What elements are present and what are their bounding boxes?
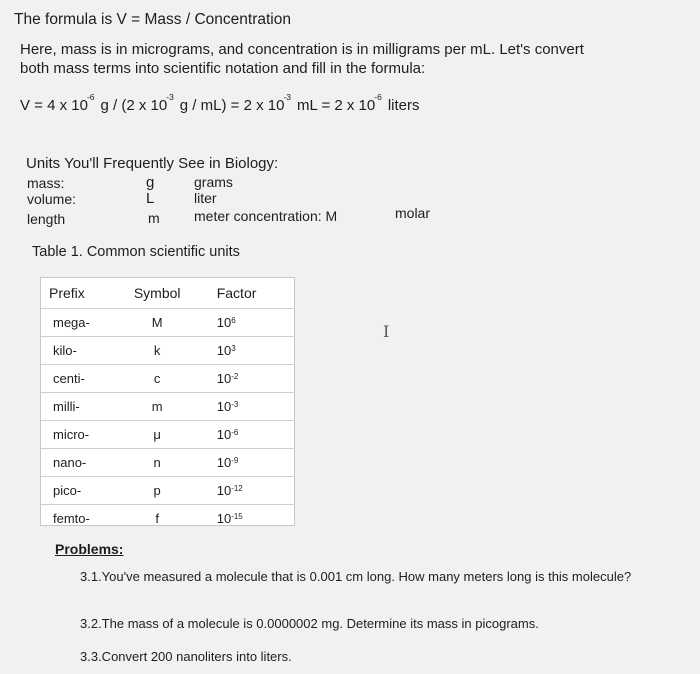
table-row [41,505,294,533]
unit-length-name: meter concentration: M [194,208,338,224]
cell-symbol: μ [120,421,195,449]
factor-exponent: 6 [231,316,236,325]
factor-exponent: -3 [231,400,239,409]
cell-symbol: k [120,337,195,365]
unit-length-label: length [27,211,66,227]
header-prefix: Prefix [49,285,85,301]
text-cursor-icon: I [383,322,390,341]
units-title: Units You'll Frequently See in Biology: [26,155,279,172]
cell-prefix: micro- [41,421,120,449]
factor-base: 10 [216,371,232,386]
cell-prefix: mega- [41,309,120,337]
cell-prefix: pico- [41,477,120,505]
cell-prefix: kilo- [41,337,120,365]
eq-exp-3: -3 [283,92,291,102]
explanation-line-1: Here, mass is in micrograms, and concentration is in milligrams per mL. Let's convert [20,41,584,58]
cell-factor [195,337,294,365]
table-row [41,337,294,365]
formula-equation [20,92,420,114]
factor-base: 10 [216,343,232,358]
cell-symbol: p [120,477,195,505]
cell-factor [195,365,294,393]
factor-base: 10 [216,455,232,470]
table-row [41,365,294,393]
cell-symbol: n [120,449,195,477]
unit-mass-label: mass: [27,175,65,191]
eq-part-5: liters [387,97,420,114]
formula-explanation [20,40,584,78]
table-row [41,309,294,337]
eq-part-1: V = 4 x 10 [20,97,88,114]
cell-symbol: f [120,505,195,533]
factor-base: 10 [216,511,232,526]
cell-factor [195,393,294,421]
eq-part-2: g / (2 x 10 [100,97,168,114]
factor-base: 10 [216,427,232,442]
table-row [41,393,294,421]
unit-volume-symbol: L [146,190,155,207]
table-caption: Table 1. Common scientific units [32,244,240,260]
factor-exponent: 3 [231,344,236,353]
table-row [41,477,294,505]
cell-symbol: M [120,309,195,337]
factor-exponent: -9 [231,456,239,465]
problem-3-3: 3.3.Convert 200 nanoliters into liters. [80,649,292,664]
cell-factor [195,477,294,505]
factor-exponent: -12 [231,484,243,493]
units-table-grid [41,278,294,532]
problem-3-1: 3.1.You've measured a molecule that is 0.001 cm long. How many meters long is this molecule? [80,569,632,584]
unit-volume-label: volume: [27,191,77,207]
header-symbol: Symbol [133,285,181,301]
units-table [40,277,295,526]
factor-exponent: -15 [231,512,243,521]
table-row [41,421,294,449]
cell-factor [195,449,294,477]
eq-part-3: g / mL) = 2 x 10 [179,97,285,114]
unit-mass-name: grams [194,174,233,190]
factor-exponent: -6 [231,428,239,437]
cell-prefix: centi- [41,365,120,393]
factor-exponent: -2 [231,372,239,381]
eq-exp-1: -6 [86,92,95,102]
eq-part-4: mL = 2 x 10 [297,97,376,114]
cell-prefix: milli- [41,393,120,421]
cell-factor [195,309,294,337]
cell-prefix: femto- [41,505,120,533]
explanation-line-2: both mass terms into scientific notation and fill in the formula: [20,60,426,77]
cell-factor [195,421,294,449]
cell-prefix: nano- [41,449,120,477]
unit-length-symbol: m [148,210,160,226]
factor-base: 10 [216,315,232,330]
factor-base: 10 [216,483,232,498]
factor-base: 10 [216,399,232,414]
cell-symbol: c [120,365,195,393]
eq-exp-4: -6 [374,92,382,102]
cell-factor [195,505,294,533]
header-factor: Factor [216,285,257,301]
unit-molar: molar [395,205,431,221]
problems-heading: Problems: [55,541,124,557]
table-header-row [41,278,294,309]
unit-volume-name: liter [194,190,217,206]
eq-exp-2: -3 [166,92,174,102]
cell-symbol: m [120,393,195,421]
problem-3-2: 3.2.The mass of a molecule is 0.0000002 mg. Determine its mass in picograms. [80,616,539,631]
unit-mass-symbol: g [146,174,155,191]
table-row [41,449,294,477]
formula-title: The formula is V = Mass / Concentration [14,11,291,28]
